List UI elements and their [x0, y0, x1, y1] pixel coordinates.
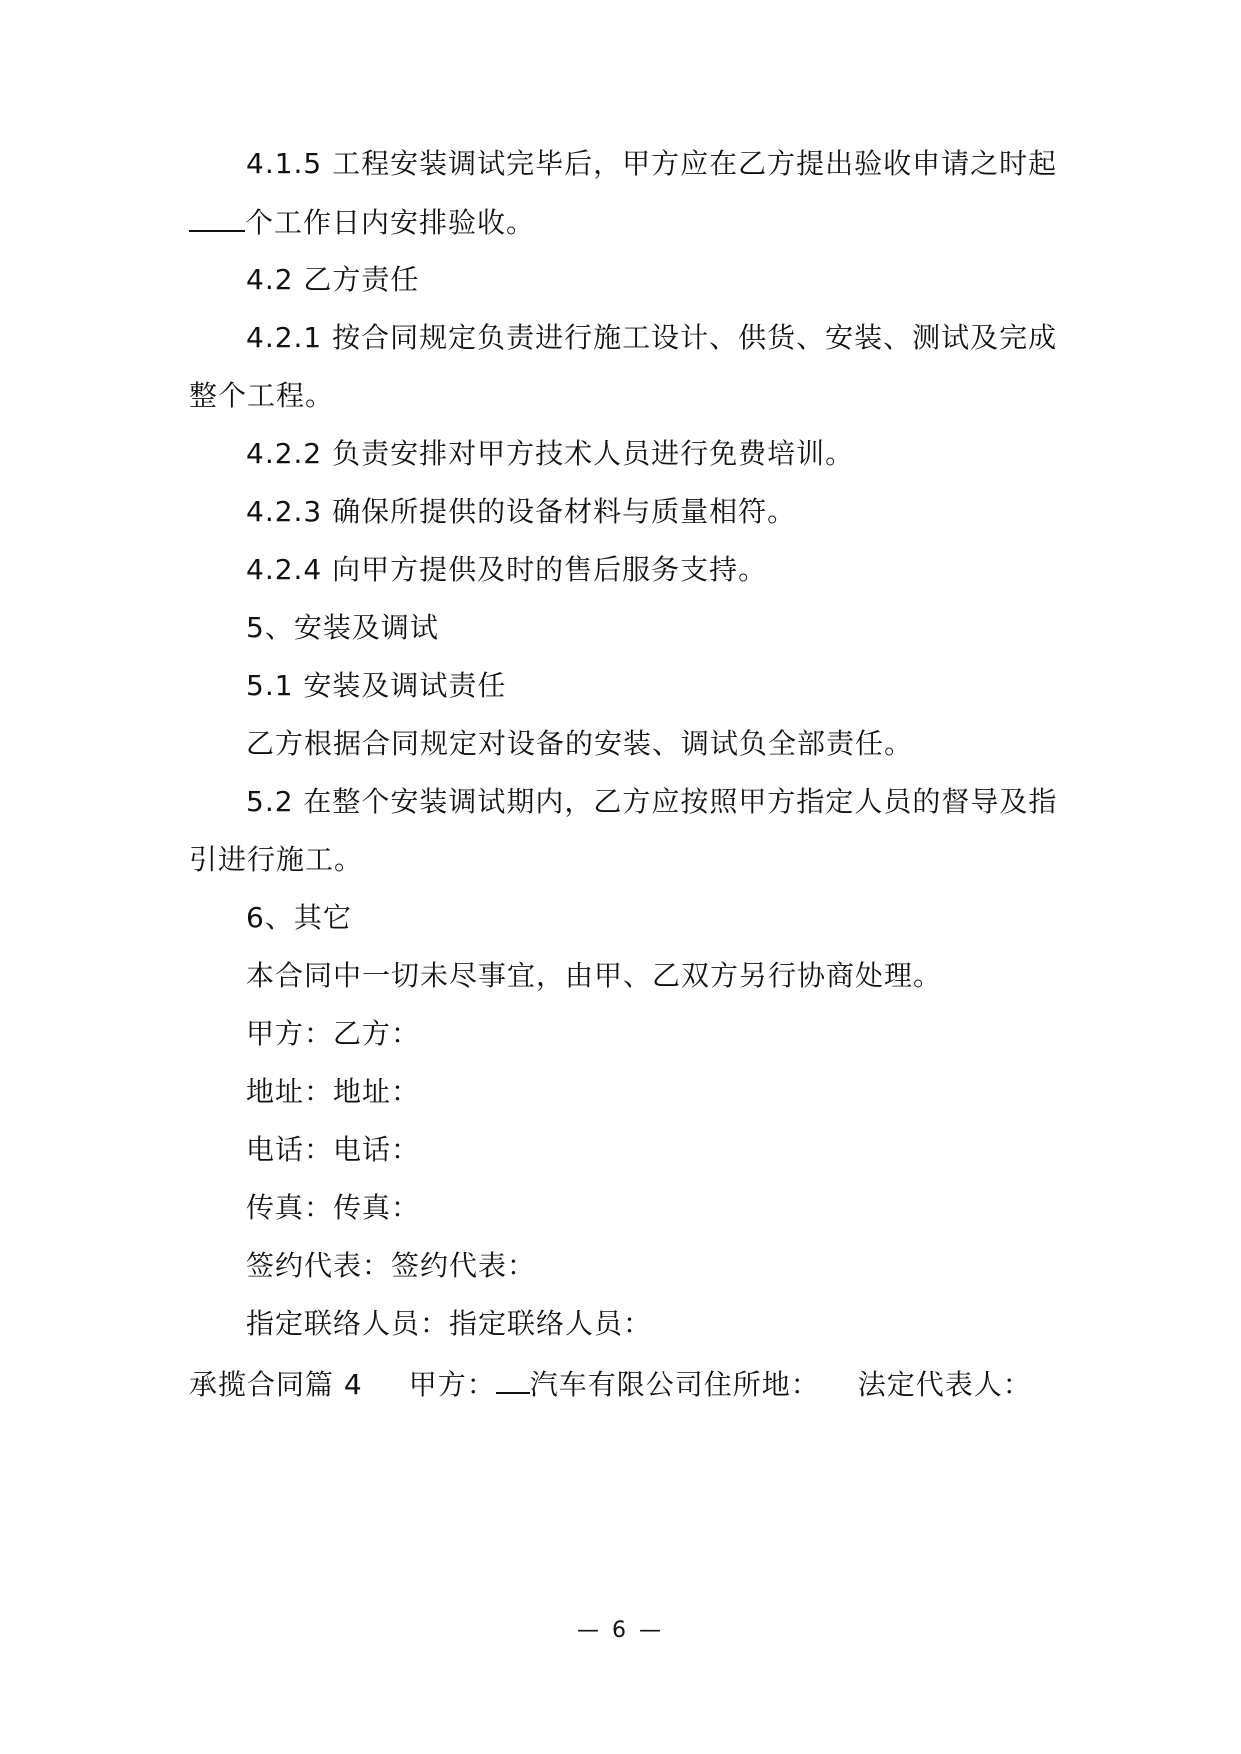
section-5-heading: 5、安装及调试 [246, 611, 439, 644]
residence-label: 住所地： [703, 1368, 820, 1401]
section-6-body: 本合同中一切未尽事宜，由甲、乙双方另行协商处理。 [246, 959, 943, 992]
clause-5-1-body: 乙方根据合同规定对设备的安装、调试负全部责任。 [246, 727, 914, 760]
next-contract-title: 承揽合同 [189, 1368, 306, 1401]
clause-4-1-5-line-2 [189, 204, 535, 241]
clause-4-1-5-line-1: 4.1.5 工程安装调试完毕后，甲方应在乙方提出验收申请之时起 [246, 147, 1058, 180]
clause-5-2-line-2: 引进行施工。 [189, 843, 364, 876]
clause-4-2-heading: 4.2 乙方责任 [246, 263, 420, 296]
clause-4-2-2: 4.2.2 负责安排对甲方技术人员进行免费培训。 [246, 437, 855, 470]
page-number: — 6 — [577, 1618, 664, 1643]
signature-phone: 电话：电话： [246, 1133, 421, 1166]
fill-in-blank [189, 204, 245, 232]
clause-5-2-line-1: 5.2 在整个安装调试期内，乙方应按照甲方指定人员的督导及指 [246, 785, 1058, 818]
clause-4-2-1-line-2: 整个工程。 [189, 379, 335, 412]
next-contract-header-line [189, 1366, 1032, 1403]
next-contract-section: 篇 4 [305, 1368, 363, 1401]
clause-4-2-3: 4.2.3 确保所提供的设备材料与质量相符。 [246, 495, 797, 528]
clause-4-2-4: 4.2.4 向甲方提供及时的售后服务支持。 [246, 553, 768, 586]
party-a-label: 甲方： [408, 1368, 496, 1401]
signature-representative: 签约代表：签约代表： [246, 1249, 537, 1282]
party-a-name: 汽车有限公司 [529, 1368, 704, 1401]
clause-4-2-1-line-1: 4.2.1 按合同规定负责进行施工设计、供货、安装、测试及完成 [246, 321, 1058, 354]
party-a-blank [496, 1366, 530, 1394]
clause-4-1-5-line-2-text: 个工作日内安排验收。 [245, 206, 536, 239]
signature-party: 甲方：乙方： [246, 1017, 421, 1050]
section-6-heading: 6、其它 [246, 901, 352, 934]
signature-contact: 指定联络人员：指定联络人员： [246, 1307, 653, 1340]
clause-5-1-heading: 5.1 安装及调试责任 [246, 669, 507, 702]
signature-fax: 传真：传真： [246, 1191, 421, 1224]
signature-address: 地址：地址： [246, 1075, 421, 1108]
legal-representative-label: 法定代表人： [857, 1368, 1032, 1401]
